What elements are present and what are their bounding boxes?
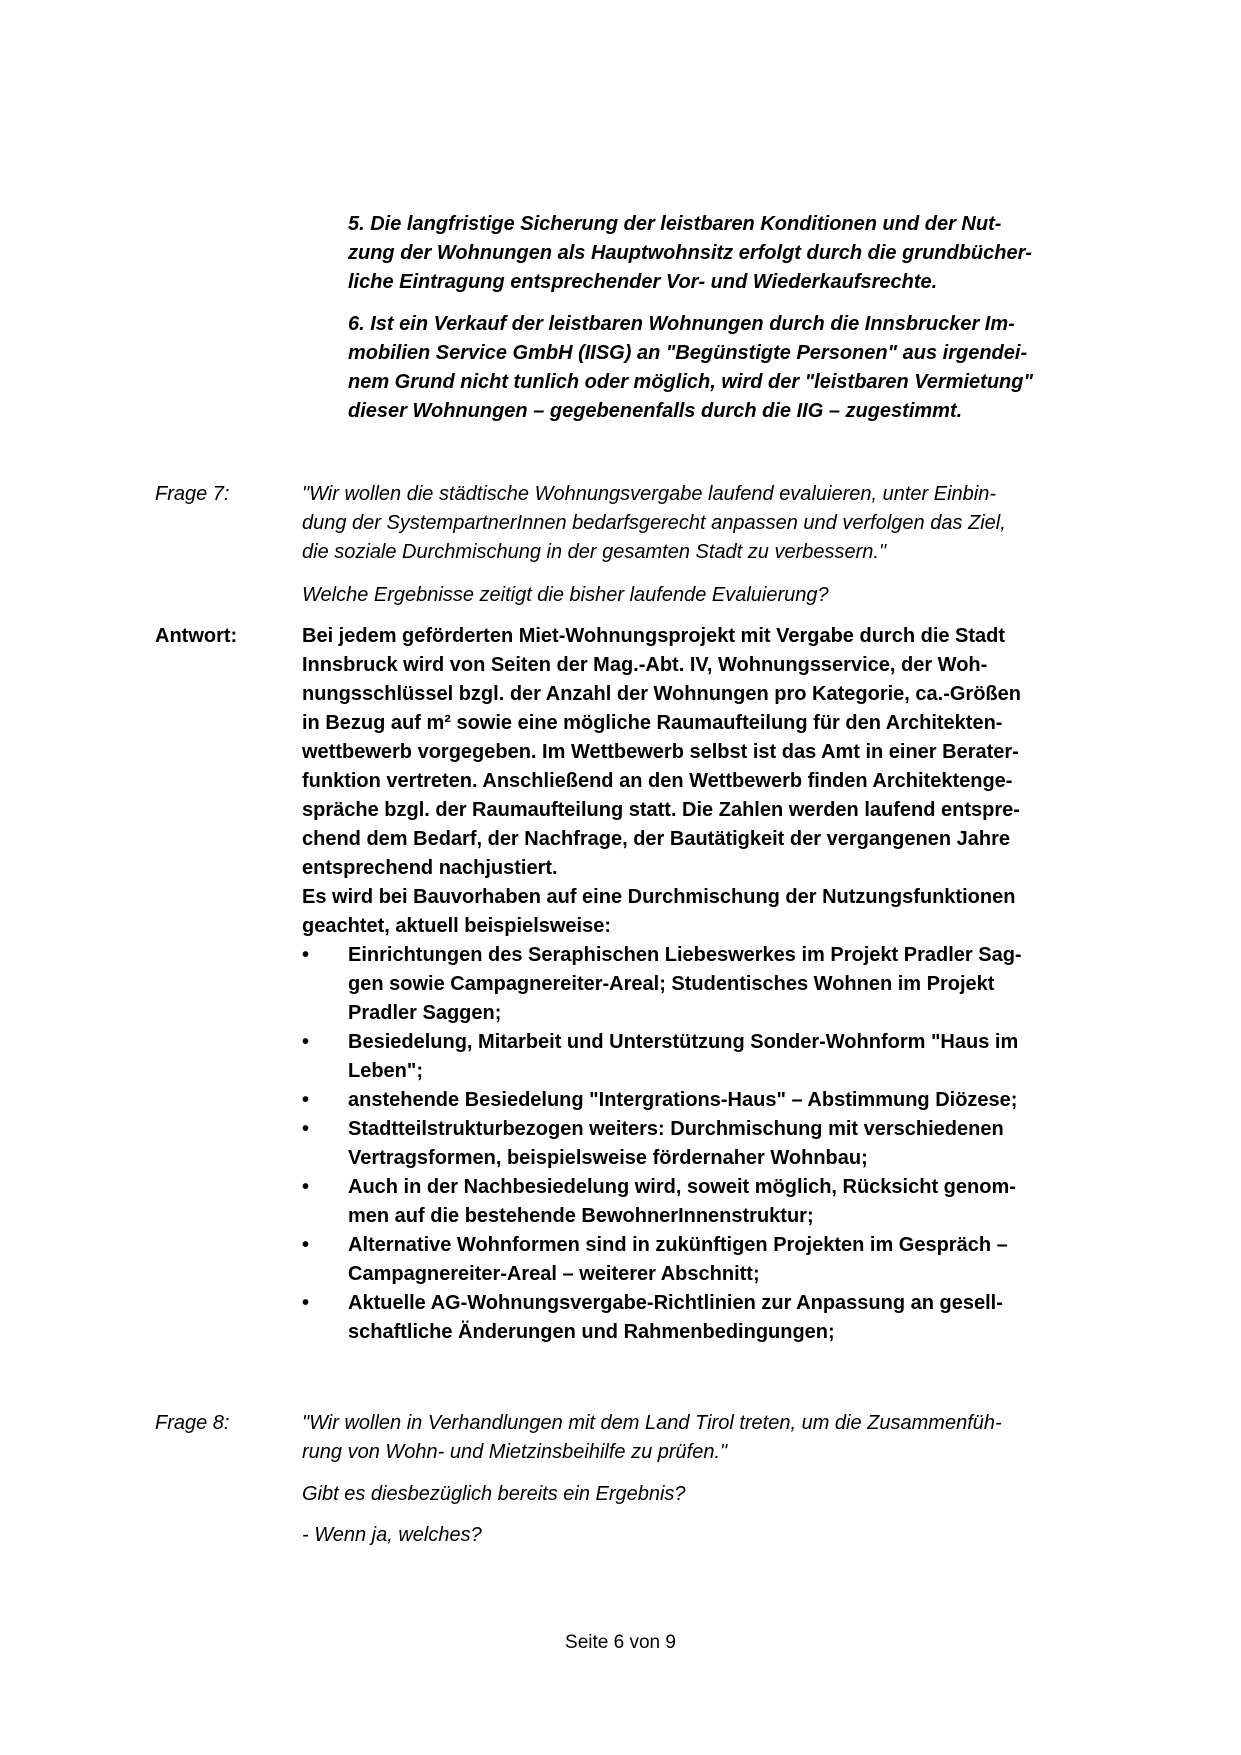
antwort-label: Antwort: xyxy=(155,625,238,647)
text-line: dieser Wohnungen – gegebenenfalls durch die IIG – zugestimmt. xyxy=(348,400,963,422)
text-line: liche Eintragung entsprechender Vor- und Wiederkaufsrechte. xyxy=(348,271,938,293)
frage-7-question: Welche Ergebnisse zeitigt die bisher laufende Evaluierung? xyxy=(302,584,829,606)
bullet-icon: • xyxy=(302,1292,310,1314)
text-line: wettbewerb vorgegeben. Im Wettbewerb selbst ist das Amt in einer Berater- xyxy=(302,741,1019,763)
bullet-icon: • xyxy=(302,1176,310,1198)
frage-7-quote xyxy=(302,480,1006,567)
bullet-icon: • xyxy=(302,1031,310,1053)
text-line: Innsbruck wird von Seiten der Mag.-Abt. IV, Wohnungsservice, der Woh- xyxy=(302,654,988,676)
text-line: nem Grund nicht tunlich oder möglich, wird der "leistbaren Vermietung" xyxy=(348,371,1033,393)
frage-8-quote xyxy=(302,1409,1002,1467)
frage-8-label: Frage 8: xyxy=(155,1412,230,1434)
text-line: funktion vertreten. Anschließend an den Wettbewerb finden Architektenge- xyxy=(302,770,1013,792)
text-line: Besiedelung, Mitarbeit und Unterstützung Sonder-Wohnform "Haus im xyxy=(348,1031,1019,1053)
text-line: 6. Ist ein Verkauf der leistbaren Wohnungen durch die Innsbrucker Im- xyxy=(348,313,1015,335)
text-line: nungsschlüssel bzgl. der Anzahl der Wohnungen pro Kategorie, ca.-Größen xyxy=(302,683,1021,705)
frage-7-label: Frage 7: xyxy=(155,483,230,505)
list-item xyxy=(302,1028,1022,1086)
text-line: Es wird bei Bauvorhaben auf eine Durchmischung der Nutzungsfunktionen xyxy=(302,886,1016,908)
list-item xyxy=(302,941,1022,1028)
bullet-icon: • xyxy=(302,944,310,966)
frage-8-question: Gibt es diesbezüglich bereits ein Ergebnis? xyxy=(302,1483,686,1505)
list-item xyxy=(302,1231,1022,1289)
text-line: spräche bzgl. der Raumaufteilung statt. Die Zahlen werden laufend entspre- xyxy=(302,799,1020,821)
text-line: 5. Die langfristige Sicherung der leistbaren Konditionen und der Nut- xyxy=(348,213,1002,235)
list-item xyxy=(302,1115,1022,1173)
bullet-list xyxy=(302,941,1022,1347)
text-line: Auch in der Nachbesiedelung wird, soweit möglich, Rücksicht genom- xyxy=(348,1176,1016,1198)
text-line: Alternative Wohnformen sind in zukünftigen Projekten im Gespräch – xyxy=(348,1234,1008,1256)
bullet-icon: • xyxy=(302,1118,310,1140)
text-line: in Bezug auf m² sowie eine mögliche Raumaufteilung für den Architekten- xyxy=(302,712,1003,734)
frage-8-followup: - Wenn ja, welches? xyxy=(302,1524,482,1546)
text-line: dung der SystempartnerInnen bedarfsgerecht anpassen und verfolgen das Ziel, xyxy=(302,512,1006,534)
text-line: Leben"; xyxy=(348,1060,424,1082)
list-item xyxy=(302,1289,1022,1347)
list-item xyxy=(302,1086,1022,1115)
text-line: Einrichtungen des Seraphischen Liebeswerkes im Projekt Pradler Sag- xyxy=(348,944,1022,966)
text-line: "Wir wollen die städtische Wohnungsvergabe laufend evaluieren, unter Einbin- xyxy=(302,483,996,505)
text-line: Aktuelle AG-Wohnungsvergabe-Richtlinien zur Anpassung an gesell- xyxy=(348,1292,1003,1314)
text-line: geachtet, aktuell beispielsweise: xyxy=(302,915,612,937)
text-line: Campagnereiter-Areal – weiterer Abschnitt; xyxy=(348,1263,760,1285)
text-line: die soziale Durchmischung in der gesamten Stadt zu verbessern." xyxy=(302,541,887,563)
point-6 xyxy=(348,310,1033,426)
point-5 xyxy=(348,210,1032,297)
antwort-body xyxy=(302,622,1022,1347)
text-line: mobilien Service GmbH (IISG) an "Begünstigte Personen" aus irgendei- xyxy=(348,342,1028,364)
text-line: entsprechend nachjustiert. xyxy=(302,857,558,879)
bullet-icon: • xyxy=(302,1089,310,1111)
text-line: men auf die bestehende BewohnerInnenstruktur; xyxy=(348,1205,814,1227)
text-line: gen sowie Campagnereiter-Areal; Studentisches Wohnen im Projekt xyxy=(348,973,995,995)
text-line: "Wir wollen in Verhandlungen mit dem Land Tirol treten, um die Zusammenfüh- xyxy=(302,1412,1002,1434)
text-line: rung von Wohn- und Mietzinsbeihilfe zu prüfen." xyxy=(302,1441,728,1463)
text-line: anstehende Besiedelung "Intergrations-Haus" – Abstimmung Diözese; xyxy=(348,1089,1018,1111)
text-line: Pradler Saggen; xyxy=(348,1002,502,1024)
page-footer: Seite 6 von 9 xyxy=(565,1632,676,1653)
text-line: zung der Wohnungen als Hauptwohnsitz erfolgt durch die grundbücher- xyxy=(348,242,1033,264)
text-line: Stadtteilstrukturbezogen weiters: Durchmischung mit verschiedenen xyxy=(348,1118,1004,1140)
text-line: chend dem Bedarf, der Nachfrage, der Bautätigkeit der vergangenen Jahre xyxy=(302,828,1010,850)
bullet-icon: • xyxy=(302,1234,310,1256)
text-line: schaftliche Änderungen und Rahmenbedingungen; xyxy=(348,1321,835,1343)
list-item xyxy=(302,1173,1022,1231)
text-line: Bei jedem geförderten Miet-Wohnungsprojekt mit Vergabe durch die Stadt xyxy=(302,625,1006,647)
text-line: Vertragsformen, beispielsweise fördernaher Wohnbau; xyxy=(348,1147,868,1169)
